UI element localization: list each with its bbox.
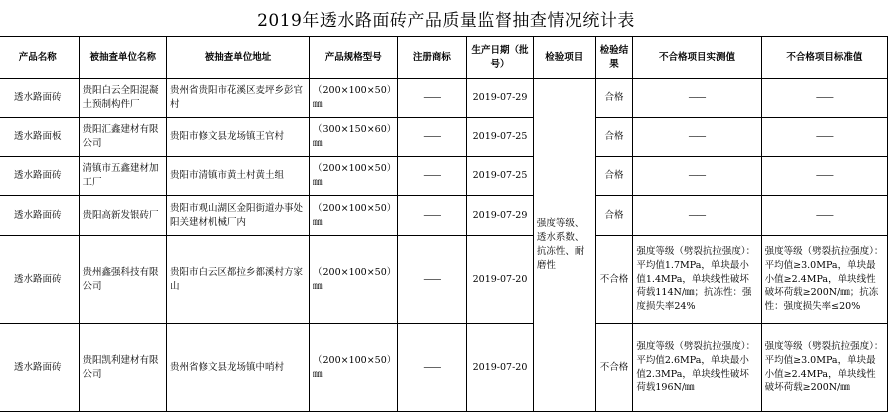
cell-product: 透水路面砖 [0,324,79,412]
cell-unit-name: 贵阳汇鑫建材有限公司 [79,118,166,157]
cell-fail-measured: 强度等级（劈裂抗拉强度）：平均值1.7MPa，单块最小值1.4MPa，单块线性破坏荷载114N/㎜；抗冻性：强度损失率24% [633,236,761,324]
cell-fail-measured: —— [633,196,761,236]
cell-fail-standard: —— [761,79,887,118]
cell-fail-standard: —— [761,196,887,236]
cell-spec: （200×100×50）㎜ [310,196,398,236]
cell-spec: （200×100×50）㎜ [310,157,398,196]
cell-unit-addr: 贵阳市观山湖区金阳街道办事处阳关建材机械厂内 [166,196,309,236]
cell-product: 透水路面砖 [0,157,79,196]
cell-unit-addr: 贵州省贵阳市花溪区麦坪乡彭官村 [166,79,309,118]
cell-trademark: —— [397,236,467,324]
table-row [0,157,888,196]
table-row [0,79,888,118]
cell-fail-standard: —— [761,157,887,196]
table-row [0,118,888,157]
cell-spec: （300×150×60）㎜ [310,118,398,157]
cell-date: 2019-07-25 [467,118,534,157]
cell-result: 合格 [595,79,633,118]
inspection-table [0,36,888,412]
cell-product: 透水路面板 [0,118,79,157]
cell-trademark: —— [397,118,467,157]
cell-trademark: —— [397,157,467,196]
cell-unit-addr: 贵阳市白云区都拉乡都溪村方家山 [166,236,309,324]
cell-unit-name: 贵阳凯利建材有限公司 [79,324,166,412]
cell-trademark: —— [397,196,467,236]
cell-date: 2019-07-29 [467,196,534,236]
page-title: 2019年透水路面砖产品质量监督抽查情况统计表 [257,11,635,31]
cell-date: 2019-07-25 [467,157,534,196]
cell-product: 透水路面砖 [0,79,79,118]
cell-trademark: —— [397,324,467,412]
cell-inspection-items: 强度等级、透水系数、抗冻性、耐磨性 [533,79,595,412]
cell-spec: （200×100×50）㎜ [310,324,398,412]
cell-result: 合格 [595,157,633,196]
cell-date: 2019-07-20 [467,324,534,412]
cell-unit-name: 清镇市五鑫建材加工厂 [79,157,166,196]
cell-date: 2019-07-20 [467,236,534,324]
cell-fail-measured: —— [633,79,761,118]
cell-unit-addr: 贵阳市修文县龙场镇王官村 [166,118,309,157]
table-row [0,196,888,236]
col-header-items: 检验项目 [533,37,595,79]
cell-spec: （200×100×50）㎜ [310,79,398,118]
cell-fail-standard: 强度等级（劈裂抗拉强度）：平均值≥3.0MPa，单块最小值≥2.4MPa，单块线性破坏荷载≥200N/㎜；抗冻性：强度损失率≤20% [761,236,887,324]
cell-fail-measured: —— [633,157,761,196]
table-row [0,324,888,412]
cell-result: 不合格 [595,236,633,324]
header-row [0,37,888,79]
cell-unit-addr: 贵州省修文县龙场镇中哨村 [166,324,309,412]
cell-date: 2019-07-29 [467,79,534,118]
cell-unit-name: 贵阳白云全阳混凝土预制构件厂 [79,79,166,118]
col-header-result: 检验结果 [595,37,633,79]
col-header-product: 产品名称 [0,37,79,79]
cell-trademark: —— [397,79,467,118]
col-header-unit-name: 被抽查单位名称 [79,37,166,79]
cell-result: 合格 [595,196,633,236]
table-row [0,236,888,324]
cell-fail-standard: 强度等级（劈裂抗拉强度）：平均值≥3.0MPa，单块最小值≥2.4MPa，单块线性破坏荷载≥200N/㎜ [761,324,887,412]
col-header-trademark: 注册商标 [397,37,467,79]
cell-fail-measured: —— [633,118,761,157]
cell-product: 透水路面砖 [0,196,79,236]
col-header-unit-addr: 被抽查单位地址 [166,37,309,79]
cell-fail-standard: —— [761,118,887,157]
cell-fail-measured: 强度等级（劈裂抗拉强度）：平均值2.6MPa，单块最小值2.3MPa，单块线性破坏荷载196N/㎜ [633,324,761,412]
cell-unit-name: 贵州鑫强科技有限公司 [79,236,166,324]
col-header-fail-measured: 不合格项目实测值 [633,37,761,79]
cell-unit-name: 贵阳高新发银砖厂 [79,196,166,236]
cell-spec: （200×100×50）㎜ [310,236,398,324]
cell-product: 透水路面砖 [0,236,79,324]
col-header-fail-standard: 不合格项目标准值 [761,37,887,79]
cell-result: 不合格 [595,324,633,412]
cell-result: 合格 [595,118,633,157]
col-header-date: 生产日期（批号） [467,37,534,79]
cell-unit-addr: 贵阳市清镇市黄土村黄土组 [166,157,309,196]
col-header-spec: 产品规格型号 [310,37,398,79]
